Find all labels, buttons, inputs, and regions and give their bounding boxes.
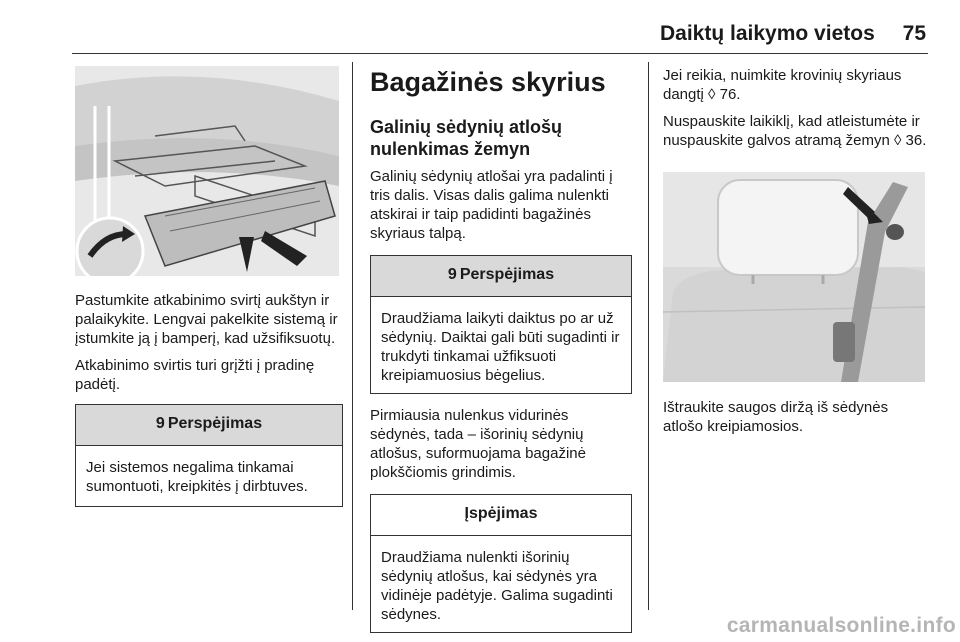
- warning-text: Jei sistemos negalima tinkamai sumontuoti, kreipkitės į dirbtuves.: [86, 459, 308, 495]
- warning-icon: 9: [155, 415, 165, 432]
- instruction-paragraph: Pastumkite atkabinimo svirtį aukštyn ir palaikykite. Lengvai pakelkite sistemą ir įstumkite ją į bamperį, kad užsifiksuotų.: [75, 292, 338, 347]
- subsection-heading: Galinių sėdynių atlošų nulenkimas žemyn: [370, 117, 563, 159]
- warning-text: Draudžiama laikyti daiktus po ar už sėdynių. Daiktai gali būti sugadinti ir trukdyti tinkamai užfiksuoti kreipiamuosius bėgelius.: [381, 310, 620, 384]
- body-paragraph: Ištraukite saugos diržą iš sėdynės atlošo kreipiamosios.: [663, 399, 889, 435]
- caution-text: Draudžiama nulenkti išorinių sėdynių atlošus, kai sėdynės yra vidinėje padėtyje. Galima sugadinti sėdynes.: [381, 549, 613, 623]
- body-paragraph: Pirmiausia nulenkus vidurinės sėdynės, tada – išorinių sėdynių atlošus, suformuojama bagažinė plokščiomis grindimis.: [370, 407, 586, 481]
- warning-box: [370, 255, 632, 394]
- warning-icon: 9: [447, 266, 457, 283]
- column-divider-right: [648, 62, 649, 610]
- body-paragraph: Galinių sėdynių atlošai yra padalinti į tris dalis. Visas dalis galima nulenkti atskirai ir taip padidinti bagažinės skyriaus talpą.: [370, 168, 613, 242]
- watermark: carmanualsonline.info: [726, 614, 956, 637]
- caution-box-header: Įspėjimas: [371, 495, 631, 536]
- page-number: 75: [902, 22, 926, 45]
- header-divider: [72, 53, 928, 54]
- warning-title: Perspėjimas: [167, 415, 263, 432]
- headrest-seatbelt-illustration: [663, 172, 925, 382]
- page-header-title: Daiktų laikymo vietos: [660, 22, 875, 45]
- right-column-lower: [663, 398, 929, 444]
- instruction-paragraph: Atkabinimo svirtis turi grįžti į pradinę padėtį.: [75, 357, 315, 393]
- column-divider-left: [352, 62, 353, 610]
- warning-box-header: [371, 256, 631, 297]
- warning-box: [75, 404, 343, 507]
- warning-box-header: [76, 405, 342, 446]
- body-paragraph: Nuspauskite laikiklį, kad atleistumėte ir nuspauskite galvos atramą žemyn ◊ 36.: [663, 113, 927, 149]
- middle-column: [370, 66, 632, 633]
- body-paragraph: Jei reikia, nuimkite krovinių skyriaus dangtį ◊ 76.: [663, 67, 902, 103]
- left-column: [75, 291, 343, 507]
- bike-carrier-illustration: [75, 66, 339, 276]
- warning-title: Perspėjimas: [459, 266, 555, 283]
- section-heading: Bagažinės skyrius: [370, 67, 606, 97]
- caution-box: [370, 494, 632, 633]
- right-column: [663, 66, 929, 158]
